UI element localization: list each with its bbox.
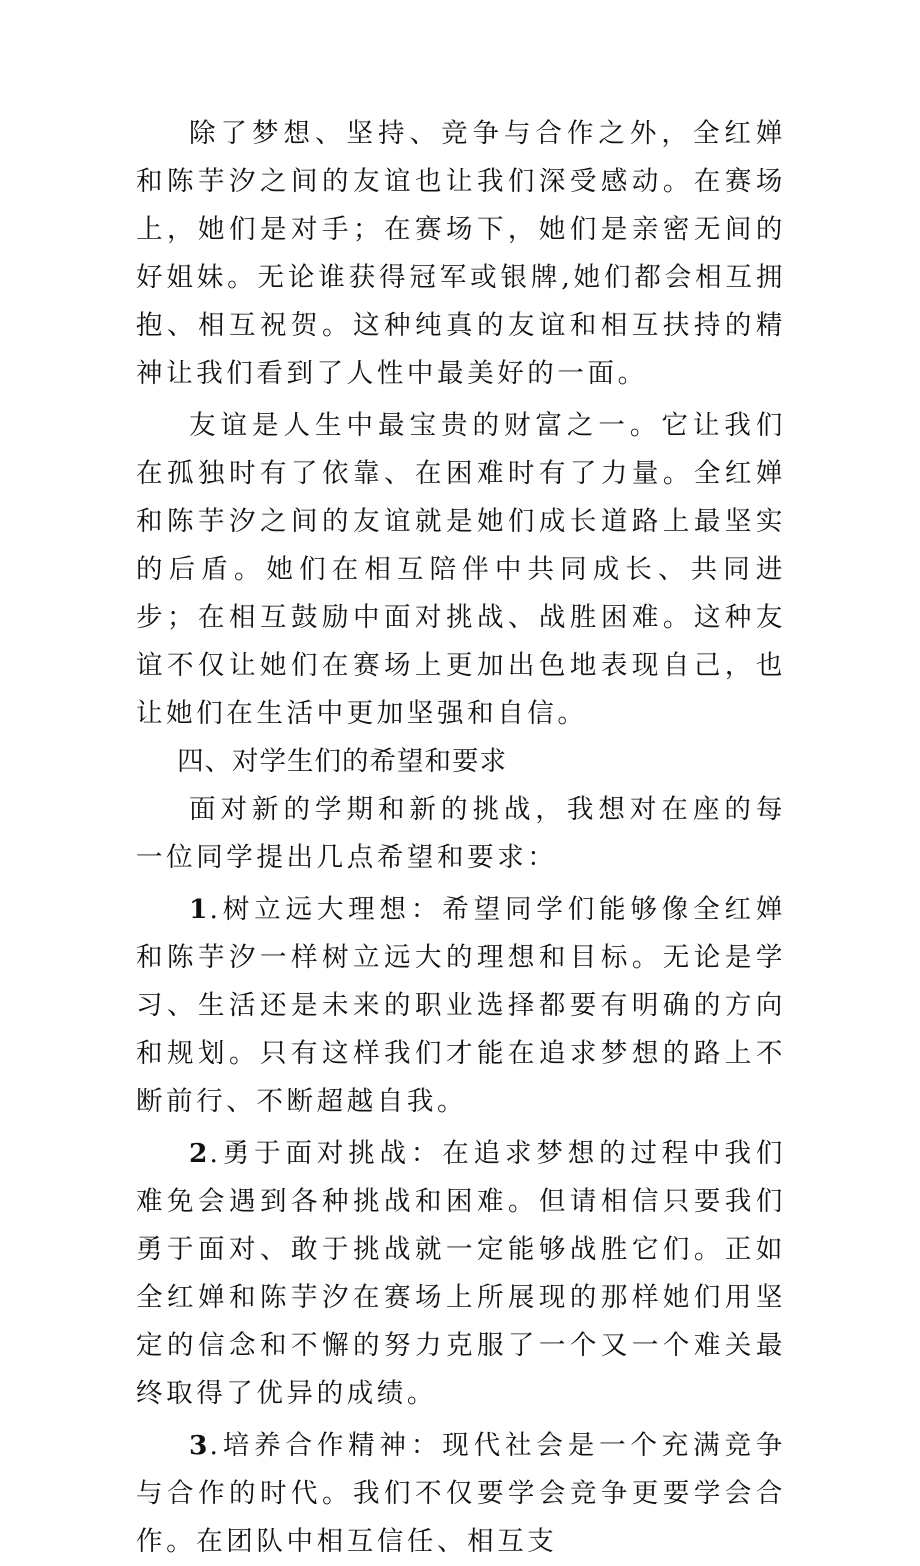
document-page bbox=[136, 110, 786, 1566]
list-item-number: 2 bbox=[189, 1138, 210, 1169]
body-paragraph-wealth: 友谊是人生中最宝贵的财富之一。它让我们在孤独时有了依靠、在困难时有了力量。全红婵和陈芋汐之间的友谊就是她们成长道路上最坚实的后盾。她们在相互陪伴中共同成长、共同进步；在相互鼓励中面对挑战、战胜困难。这种友谊不仅让她们在赛场上更加出色地表现自己，也让她们在生活中更加坚强和自信。 bbox=[136, 410, 786, 729]
list-item-number: 3 bbox=[189, 1430, 210, 1461]
intro-paragraph: 面对新的学期和新的挑战，我想对在座的每一位同学提出几点希望和要求： bbox=[136, 794, 786, 873]
section-heading: 四、对学生们的希望和要求 bbox=[177, 746, 508, 777]
list-item-text: .树立远大理想：希望同学们能够像全红婵和陈芋汐一样树立远大的理想和目标。无论是学习、生活还是未来的职业选择都要有明确的方向和规划。只有这样我们才能在追求梦想的路上不断前行、不断超越自我。 bbox=[136, 894, 786, 1117]
list-item bbox=[136, 1130, 786, 1418]
list-item-text: .勇于面对挑战：在追求梦想的过程中我们难免会遇到各种挑战和困难。但请相信只要我们勇于面对、敢于挑战就一定能够战胜它们。正如全红婵和陈芋汐在赛场上所展现的那样她们用坚定的信念和不懈的努力克服了一个又一个难关最终取得了优异的成绩。 bbox=[136, 1138, 786, 1409]
list-item-number: 1 bbox=[189, 894, 210, 925]
list-item-text: .培养合作精神：现代社会是一个充满竞争与合作的时代。我们不仅要学会竞争更要学会合作。在团队中相互信任、相互支 bbox=[136, 1430, 786, 1557]
list-item bbox=[136, 1422, 786, 1566]
body-paragraph-friendship: 除了梦想、坚持、竞争与合作之外，全红婵和陈芋汐之间的友谊也让我们深受感动。在赛场上，她们是对手；在赛场下，她们是亲密无间的好姐妹。无论谁获得冠军或银牌,她们都会相互拥抱、相互祝贺。这种纯真的友谊和相互扶持的精神让我们看到了人性中最美好的一面。 bbox=[136, 118, 786, 389]
list-item bbox=[136, 886, 786, 1126]
